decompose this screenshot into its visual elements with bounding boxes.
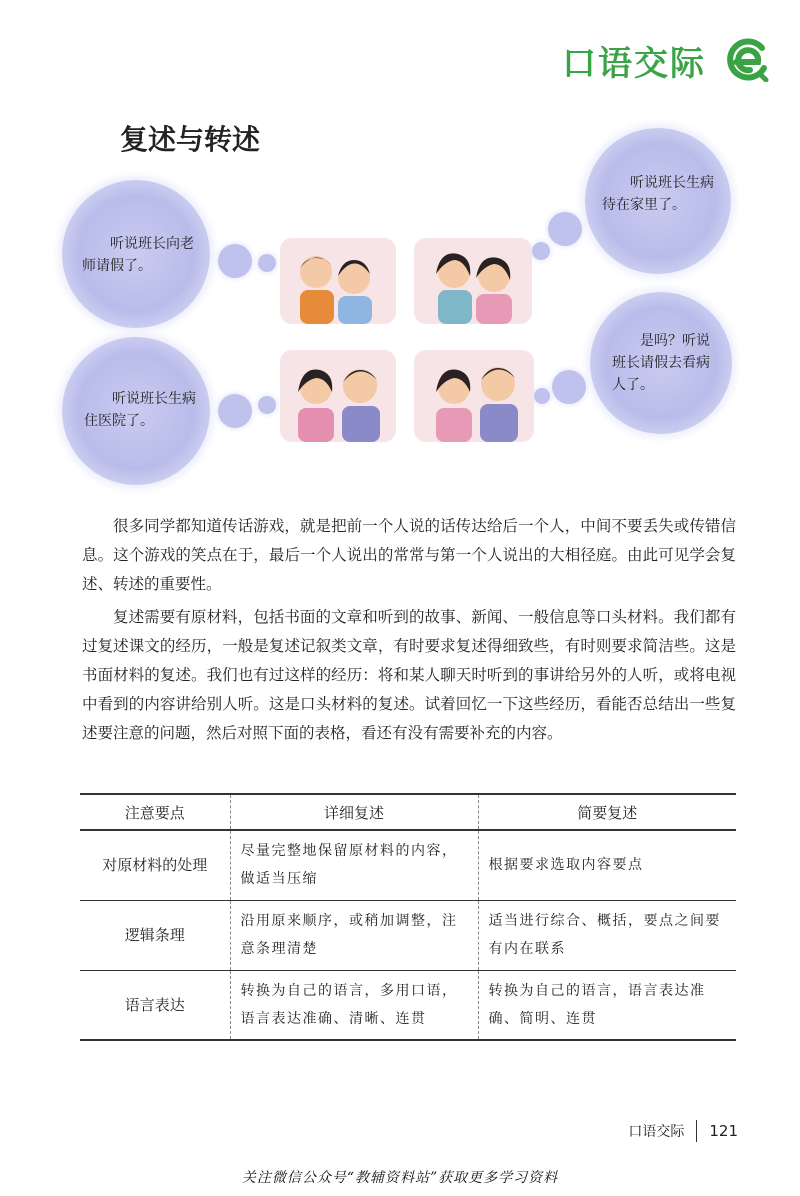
table-row	[80, 830, 736, 900]
table-header-cell: 简要复述	[478, 794, 736, 830]
table-header-cell: 注意要点	[80, 794, 230, 830]
table-cell: 转换为自己的语言，多用口语，语言表达准确、清晰、连贯	[230, 970, 478, 1040]
table-row	[80, 900, 736, 970]
table-cell: 适当进行综合、概括，要点之间要有内在联系	[478, 900, 736, 970]
speech-bubble-2-text: 听说班长生病待在家里了。	[602, 175, 714, 213]
speech-bubble-3-text: 听说班长生病住医院了。	[84, 391, 196, 429]
speech-bubble-1-text: 听说班长向老师请假了。	[82, 236, 194, 274]
bubble-dot	[258, 396, 276, 414]
children-whispering-picture-2	[414, 238, 532, 324]
page-footer	[628, 1120, 738, 1142]
children-whispering-picture-3	[280, 350, 396, 442]
table-row-header: 语言表达	[80, 970, 230, 1040]
table-cell: 转换为自己的语言，语言表达准确、简明、连贯	[478, 970, 736, 1040]
paragraph-1: 很多同学都知道传话游戏，就是把前一个人说的话传达给后一个人，中间不要丢失或传错信息。这个游戏的笑点在于，最后一个人说出的常常与第一个人说出的大相径庭。由此可见学会复述、转述的重要性。	[82, 517, 736, 593]
children-whispering-picture-4	[414, 350, 534, 442]
bubble-dot	[218, 244, 252, 278]
page-number: 121	[709, 1122, 738, 1140]
table-cell: 尽量完整地保留原材料的内容，做适当压缩	[230, 830, 478, 900]
page-title: 复述与转述	[120, 123, 261, 156]
table-row	[80, 970, 736, 1040]
speech-bubble-4-text: 是吗？听说班长请假去看病人了。	[612, 333, 710, 393]
bubble-dot	[548, 212, 582, 246]
speech-e-icon	[726, 38, 770, 82]
section-header	[562, 38, 770, 82]
comparison-table	[80, 793, 736, 1041]
bubble-dot	[218, 394, 252, 428]
table-header-row	[80, 794, 736, 830]
bubble-dot	[552, 370, 586, 404]
bubble-dot	[532, 242, 550, 260]
footer-divider	[696, 1120, 697, 1142]
paragraph-2: 复述需要有原材料，包括书面的文章和听到的故事、新闻、一般信息等口头材料。我们都有过复述课文的经历，一般是复述记叙类文章，有时要求复述得细致些，有时则要求简洁些。这是书面材料的复述。我们也有过这样的经历：将和某人聊天时听到的事讲给另外的人听，或将电视中看到的内容讲给别人听。这是口头材料的复述。试着回忆一下这些经历，看能否总结出一些复述要注意的问题，然后对照下面的表格，看还有没有需要补充的内容。	[82, 608, 736, 742]
body-text	[82, 512, 736, 748]
table-header-cell: 详细复述	[230, 794, 478, 830]
table-cell: 沿用原来顺序，或稍加调整，注意条理清楚	[230, 900, 478, 970]
bubble-dot	[258, 254, 276, 272]
table-row-header: 逻辑条理	[80, 900, 230, 970]
watermark-text: 关注微信公众号“教辅资料站”获取更多学习资料	[241, 1170, 559, 1186]
children-whispering-picture-1	[280, 238, 396, 324]
section-title: 口语交际	[562, 43, 706, 84]
table-cell: 根据要求选取内容要点	[478, 830, 736, 900]
table-row-header: 对原材料的处理	[80, 830, 230, 900]
bubble-dot	[534, 388, 550, 404]
footer-section-label: 口语交际	[628, 1124, 685, 1140]
